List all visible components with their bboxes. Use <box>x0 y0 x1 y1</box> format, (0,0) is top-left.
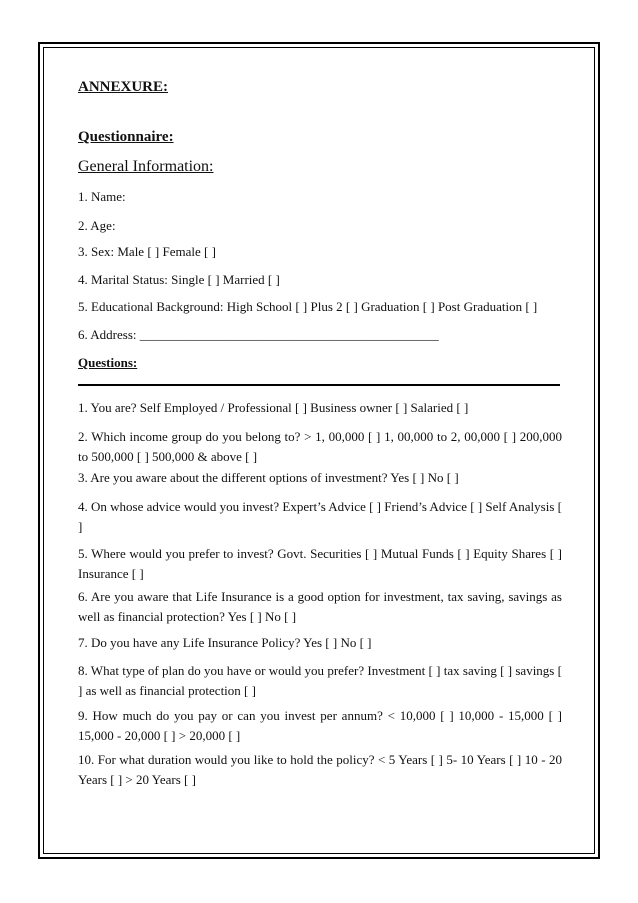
question-8: 8. What type of plan do you have or would you prefer? Investment [ ] tax saving [ ] savings [ ] as well as financial protection [ ] <box>78 663 562 698</box>
general-item-education: 5. Educational Background: High School [ ] Plus 2 [ ] Graduation [ ] Post Graduation [ ] <box>78 299 538 314</box>
general-item-name: 1. Name: <box>78 189 126 204</box>
general-information-heading: General Information: <box>78 158 214 175</box>
question-5: 5. Where would you prefer to invest? Govt. Securities [ ] Mutual Funds [ ] Equity Shares [ ] Insurance [ ] <box>78 546 562 581</box>
general-item-marital-status: 4. Marital Status: Single [ ] Married [ ] <box>78 272 280 287</box>
general-item-age: 2. Age: <box>78 218 116 233</box>
question-3: 3. Are you aware about the different options of investment? Yes [ ] No [ ] <box>78 470 459 485</box>
questions-heading: Questions: <box>78 355 138 370</box>
question-9: 9. How much do you pay or can you invest per annum? < 10,000 [ ] 10,000 - 15,000 [ ] 15,000 - 20,000 [ ] > 20,000 [ ] <box>78 708 562 743</box>
question-2: 2. Which income group do you belong to? > 1, 00,000 [ ] 1, 00,000 to 2, 00,000 [ ] 200,000 to 500,000 [ ] 500,000 & above [ ] <box>78 429 562 464</box>
questionnaire-title: Questionnaire: <box>78 129 174 145</box>
general-item-address: 6. Address: ______________________________________________ <box>78 327 439 342</box>
general-item-sex: 3. Sex: Male [ ] Female [ ] <box>78 244 216 259</box>
annexure-title: ANNEXURE: <box>78 79 168 95</box>
divider-rule <box>78 384 560 386</box>
question-10: 10. For what duration would you like to hold the policy? < 5 Years [ ] 5- 10 Years [ ] 10 - 20 Years [ ] > 20 Years [ ] <box>78 752 562 787</box>
question-4: 4. On whose advice would you invest? Expert’s Advice [ ] Friend’s Advice [ ] Self Analysis [ ] <box>78 499 562 534</box>
question-7: 7. Do you have any Life Insurance Policy? Yes [ ] No [ ] <box>78 635 372 650</box>
question-6: 6. Are you aware that Life Insurance is a good option for investment, tax saving, savings as well as financial protection? Yes [ ] No [ ] <box>78 589 562 624</box>
question-1: 1. You are? Self Employed / Professional [ ] Business owner [ ] Salaried [ ] <box>78 400 469 415</box>
